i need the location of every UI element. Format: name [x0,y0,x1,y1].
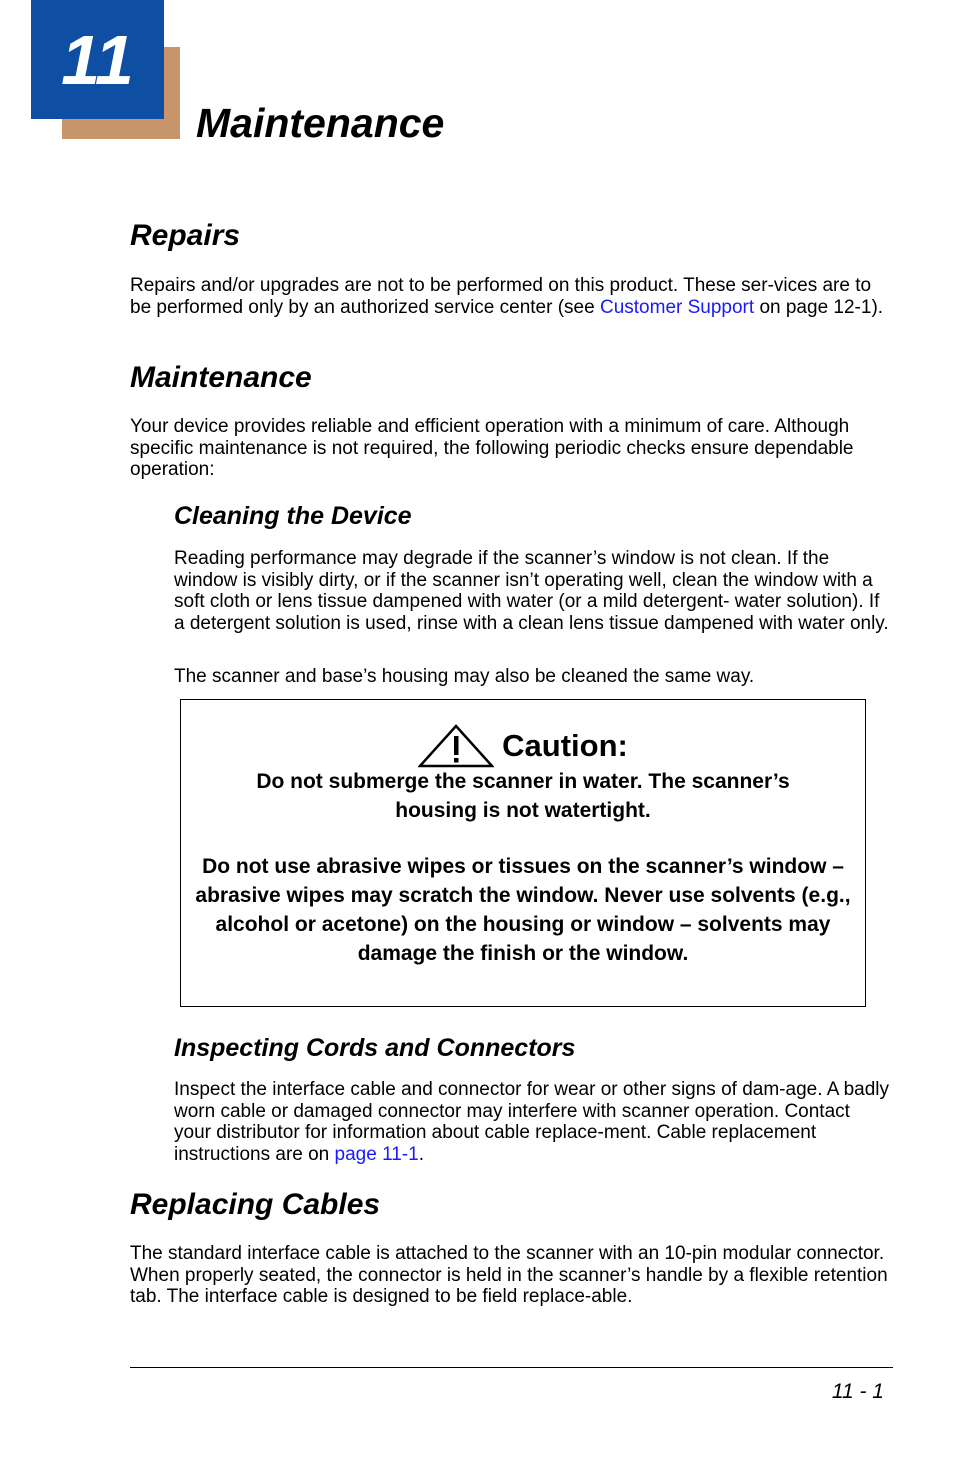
customer-support-link[interactable]: Customer Support [599,296,755,318]
caution-header [181,724,865,768]
caution-text-submerge: Do not submerge the scanner in water. The scanner’s housing is not watertight. [256,770,790,822]
repairs-paragraph [130,275,890,318]
caution-title: Caution: [502,728,628,763]
inspecting-paragraph [174,1079,890,1166]
heading-inspecting: Inspecting Cords and Connectors [174,1034,576,1062]
repairs-text-before: Repairs and/or upgrades are not to be performed on this product. These ser-vices are to be performed only by an authorized service center (see [130,275,872,318]
caution-text-abrasive: Do not use abrasive wipes or tissues on the scanner’s window – abrasive wipes may scratch the window. Never use solvents (e.g., alcohol or acetone) on the housing or window – solvents may damage the finish or the window. [195,855,851,965]
heading-replacing-cables: Replacing Cables [130,1188,381,1221]
inspecting-text-before: Inspect the interface cable and connector for wear or other signs of dam-age. A badly worn cable or damaged connector may interfere with scanner operation. Contact your distributor for information about cable replace-ment. Cable replacement instructions are on [174,1079,890,1166]
heading-cleaning: Cleaning the Device [174,502,412,530]
inspecting-text-after: . [418,1144,424,1166]
page-number: 11 - 1 [831,1380,884,1403]
page-11-1-link[interactable]: page 11-1 [334,1144,419,1166]
chapter-title: Maintenance [196,100,445,146]
heading-repairs: Repairs [130,219,241,252]
footer-rule [130,1367,893,1368]
cleaning-housing-paragraph: The scanner and base’s housing may also be cleaned the same way. [174,666,755,687]
maintenance-paragraph: Your device provides reliable and efficient operation with a minimum of care. Although specific maintenance is not required, the following periodic checks ensure dependable operation: [130,416,854,481]
chapter-number: 11 [61,21,134,99]
warning-triangle-icon [418,724,494,768]
cleaning-paragraph: Reading performance may degrade if the scanner’s window is not clean. If the window is visibly dirty, or if the scanner isn’t operating well, clean the window with a soft cloth or lens tissue dampened with water (or a mild detergent- water solution). If a detergent solution is used, rinse with a clean lens tissue dampened with water only. [174,548,889,635]
heading-maintenance: Maintenance [130,361,312,394]
repairs-text-after: on page 12-1). [754,296,884,318]
replacing-cables-paragraph: The standard interface cable is attached to the scanner with an 10-pin modular connector. When properly seated, the connector is held in the scanner’s handle by a flexible retention tab. The interface cable is designed to be field replace-able. [130,1243,888,1308]
caution-box [180,699,866,1007]
